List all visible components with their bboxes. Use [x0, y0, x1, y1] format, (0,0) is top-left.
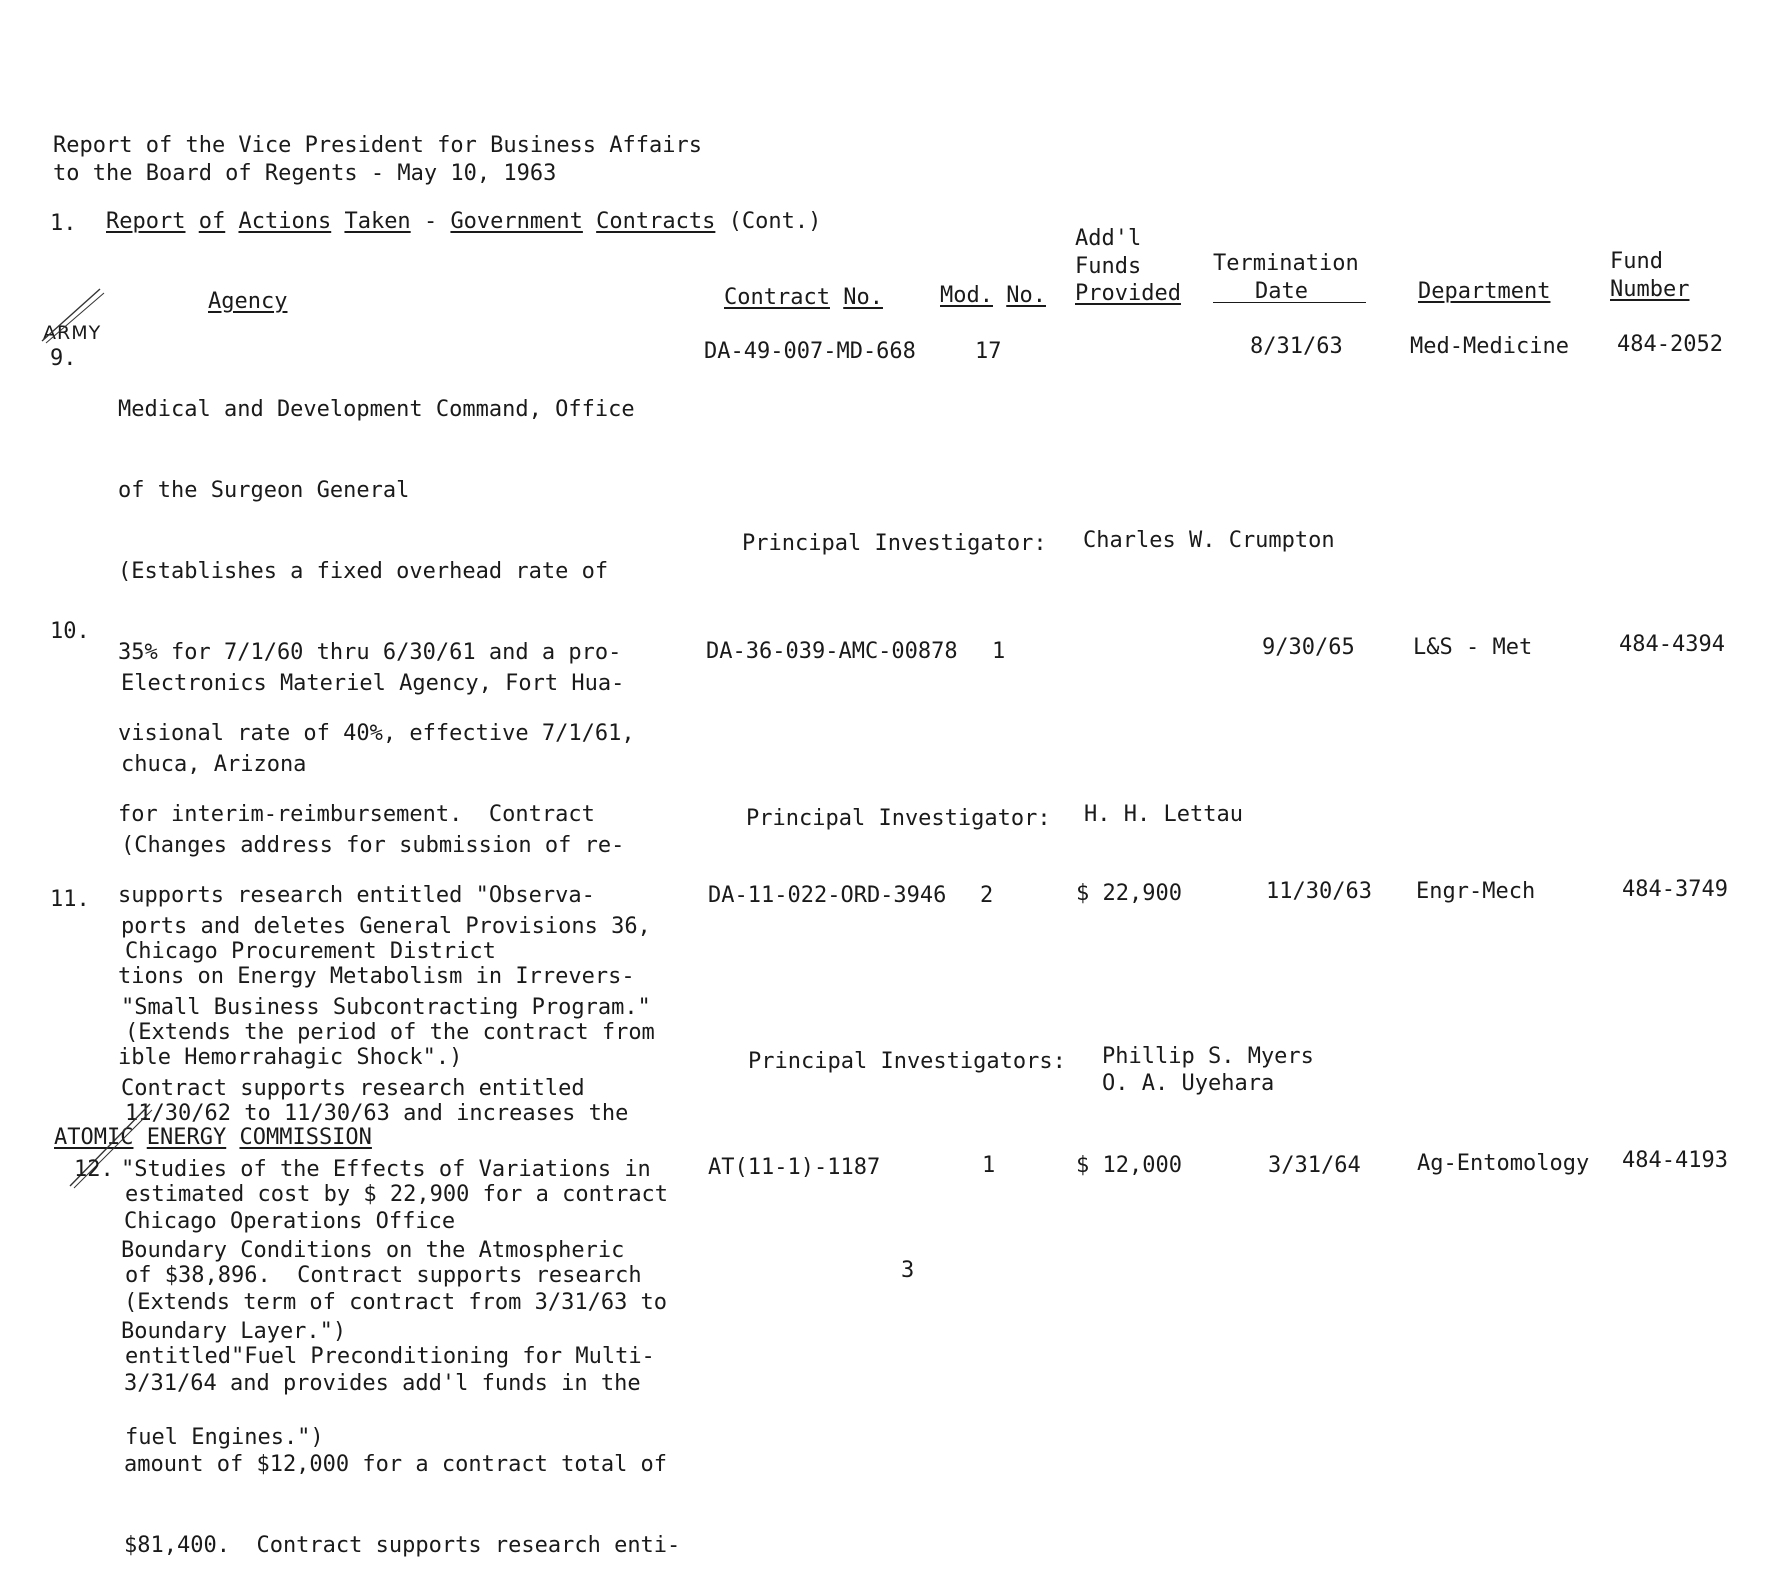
- funds-provided: $ 12,000: [1076, 1153, 1182, 1178]
- report-header-line-2: to the Board of Regents - May 10, 1963: [53, 161, 557, 186]
- principal-investigators-label: Principal Investigators:: [748, 1049, 1066, 1074]
- page-number: 3: [901, 1258, 915, 1283]
- termination-date: 3/31/64: [1268, 1153, 1361, 1178]
- department: L&S - Met: [1413, 635, 1533, 660]
- agency-line: visional rate of 40%, effective 7/1/61,: [118, 721, 635, 746]
- agency-line: entitled"Fuel Preconditioning for Multi-: [125, 1344, 655, 1369]
- section-title-suffix: (Cont.): [728, 209, 822, 234]
- contract-no: AT(11-1)-1187: [708, 1155, 881, 1180]
- mod-no: 17: [975, 339, 1002, 364]
- agency-line: chuca, Arizona: [121, 752, 307, 777]
- department: Engr-Mech: [1416, 879, 1536, 904]
- group-label-word: COMMISSION: [239, 1125, 372, 1150]
- contract-no: DA-49-007-MD-668: [704, 339, 916, 364]
- entry-agency-text: [124, 1154, 680, 1586]
- agency-line: amount of $12,000 for a contract total of: [124, 1452, 668, 1477]
- agency-line: "Small Business Subcontracting Program.": [121, 995, 651, 1020]
- principal-investigator-name: Phillip S. Myers: [1102, 1044, 1314, 1069]
- agency-line: Chicago Operations Office: [124, 1209, 456, 1234]
- column-header-mod-word: Mod.: [940, 283, 993, 308]
- entry-number: 11.: [50, 887, 90, 912]
- funds-provided: $ 22,900: [1076, 881, 1182, 906]
- column-header-contract-word: Contract: [724, 285, 830, 310]
- agency-line: $81,400. Contract supports research enti-: [124, 1533, 681, 1558]
- department: Med-Medicine: [1410, 334, 1569, 359]
- check-mark-army: [38, 285, 108, 345]
- column-header-no-word: No.: [843, 285, 883, 310]
- agency-line: fuel Engines."): [125, 1425, 324, 1450]
- column-header-termination-line-1: Termination: [1213, 251, 1359, 276]
- principal-investigator-label: Principal Investigator:: [742, 531, 1047, 556]
- termination-date: 9/30/65: [1262, 635, 1355, 660]
- column-header-agency: Agency: [208, 289, 288, 314]
- group-label-word: ATOMIC: [54, 1125, 134, 1150]
- fund-number: 484-3749: [1622, 877, 1728, 902]
- agency-line: (Changes address for submission of re-: [121, 833, 625, 858]
- agency-line: Contract supports research entitled: [121, 1076, 585, 1101]
- section-title: [106, 208, 821, 235]
- mod-no: 2: [980, 883, 994, 908]
- principal-investigator-name: H. H. Lettau: [1084, 802, 1243, 827]
- termination-date: 8/31/63: [1250, 334, 1343, 359]
- fund-number: 484-4193: [1622, 1148, 1728, 1173]
- column-header-department: Department: [1418, 279, 1551, 304]
- column-header-contract-no: [724, 284, 883, 311]
- contract-no: DA-36-039-AMC-00878: [706, 639, 958, 664]
- group-label-word: ENERGY: [146, 1125, 227, 1150]
- agency-line: Medical and Development Command, Office: [118, 397, 635, 422]
- section-number: 1.: [50, 211, 77, 236]
- agency-line: ports and deletes General Provisions 36,: [121, 914, 651, 939]
- fund-number: 484-2052: [1617, 332, 1723, 357]
- column-header-funds-line-3: Provided: [1075, 281, 1181, 306]
- column-header-fund-number-line-2: Number: [1610, 277, 1690, 302]
- department: Ag-Entomology: [1417, 1151, 1590, 1176]
- section-title-dash: -: [423, 209, 438, 234]
- agency-line: of $38,896. Contract supports research: [125, 1263, 642, 1288]
- agency-line: ible Hemorrahagic Shock".): [118, 1045, 463, 1070]
- column-header-funds-line-1: Add'l: [1075, 226, 1142, 251]
- section-title-word: Contracts: [596, 209, 716, 234]
- section-title-word: Report: [106, 209, 186, 234]
- agency-line: (Establishes a fixed overhead rate of: [118, 559, 609, 584]
- termination-date: 11/30/63: [1266, 879, 1372, 904]
- entry-number: 10.: [50, 619, 90, 644]
- agency-line: tions on Energy Metabolism in Irrevers-: [118, 964, 635, 989]
- column-header-termination-line-2: Date: [1255, 279, 1308, 304]
- principal-investigator-label: Principal Investigator:: [746, 806, 1051, 831]
- column-header-funds-line-2: Funds: [1075, 254, 1142, 279]
- agency-line: Chicago Procurement District: [125, 939, 496, 964]
- contract-no: DA-11-022-ORD-3946: [708, 883, 947, 908]
- fund-number: 484-4394: [1619, 632, 1725, 657]
- agency-line: Boundary Conditions on the Atmospheric: [121, 1238, 625, 1263]
- agency-line: 35% for 7/1/60 thru 6/30/61 and a pro-: [118, 640, 622, 665]
- agency-line: "Studies of the Effects of Variations in: [121, 1157, 651, 1182]
- section-title-word: Government: [450, 209, 583, 234]
- entry-number: 9.: [50, 346, 77, 371]
- agency-line: Electronics Materiel Agency, Fort Hua-: [121, 671, 625, 696]
- column-header-mod-no-word: No.: [1006, 283, 1046, 308]
- agency-line: (Extends the period of the contract from: [125, 1020, 655, 1045]
- column-header-fund-number-line-1: Fund: [1610, 249, 1663, 274]
- group-label-army: ARMY: [43, 322, 102, 344]
- section-title-word: Taken: [344, 209, 411, 234]
- column-header-mod-no: [940, 282, 1046, 309]
- agency-line: estimated cost by $ 22,900 for a contract: [125, 1182, 669, 1207]
- report-header-line-1: Report of the Vice President for Business Affairs: [53, 133, 703, 158]
- section-title-word: Actions: [238, 209, 332, 234]
- agency-line: 3/31/64 and provides add'l funds in the: [124, 1371, 641, 1396]
- section-title-word: of: [198, 209, 226, 234]
- entry-number: 12.: [74, 1157, 114, 1182]
- agency-line: for interim-reimbursement. Contract: [118, 802, 595, 827]
- mod-no: 1: [982, 1153, 996, 1178]
- principal-investigator-name: O. A. Uyehara: [1102, 1071, 1275, 1096]
- principal-investigator-name: Charles W. Crumpton: [1083, 528, 1335, 553]
- agency-line: 11/30/62 to 11/30/63 and increases the: [125, 1101, 629, 1126]
- agency-line: of the Surgeon General: [118, 478, 410, 503]
- agency-line: Boundary Layer."): [121, 1319, 347, 1344]
- mod-no: 1: [992, 639, 1006, 664]
- agency-line: (Extends term of contract from 3/31/63 to: [124, 1290, 668, 1315]
- agency-line: supports research entitled "Observa-: [118, 883, 595, 908]
- column-header-termination-rule: [1213, 302, 1366, 303]
